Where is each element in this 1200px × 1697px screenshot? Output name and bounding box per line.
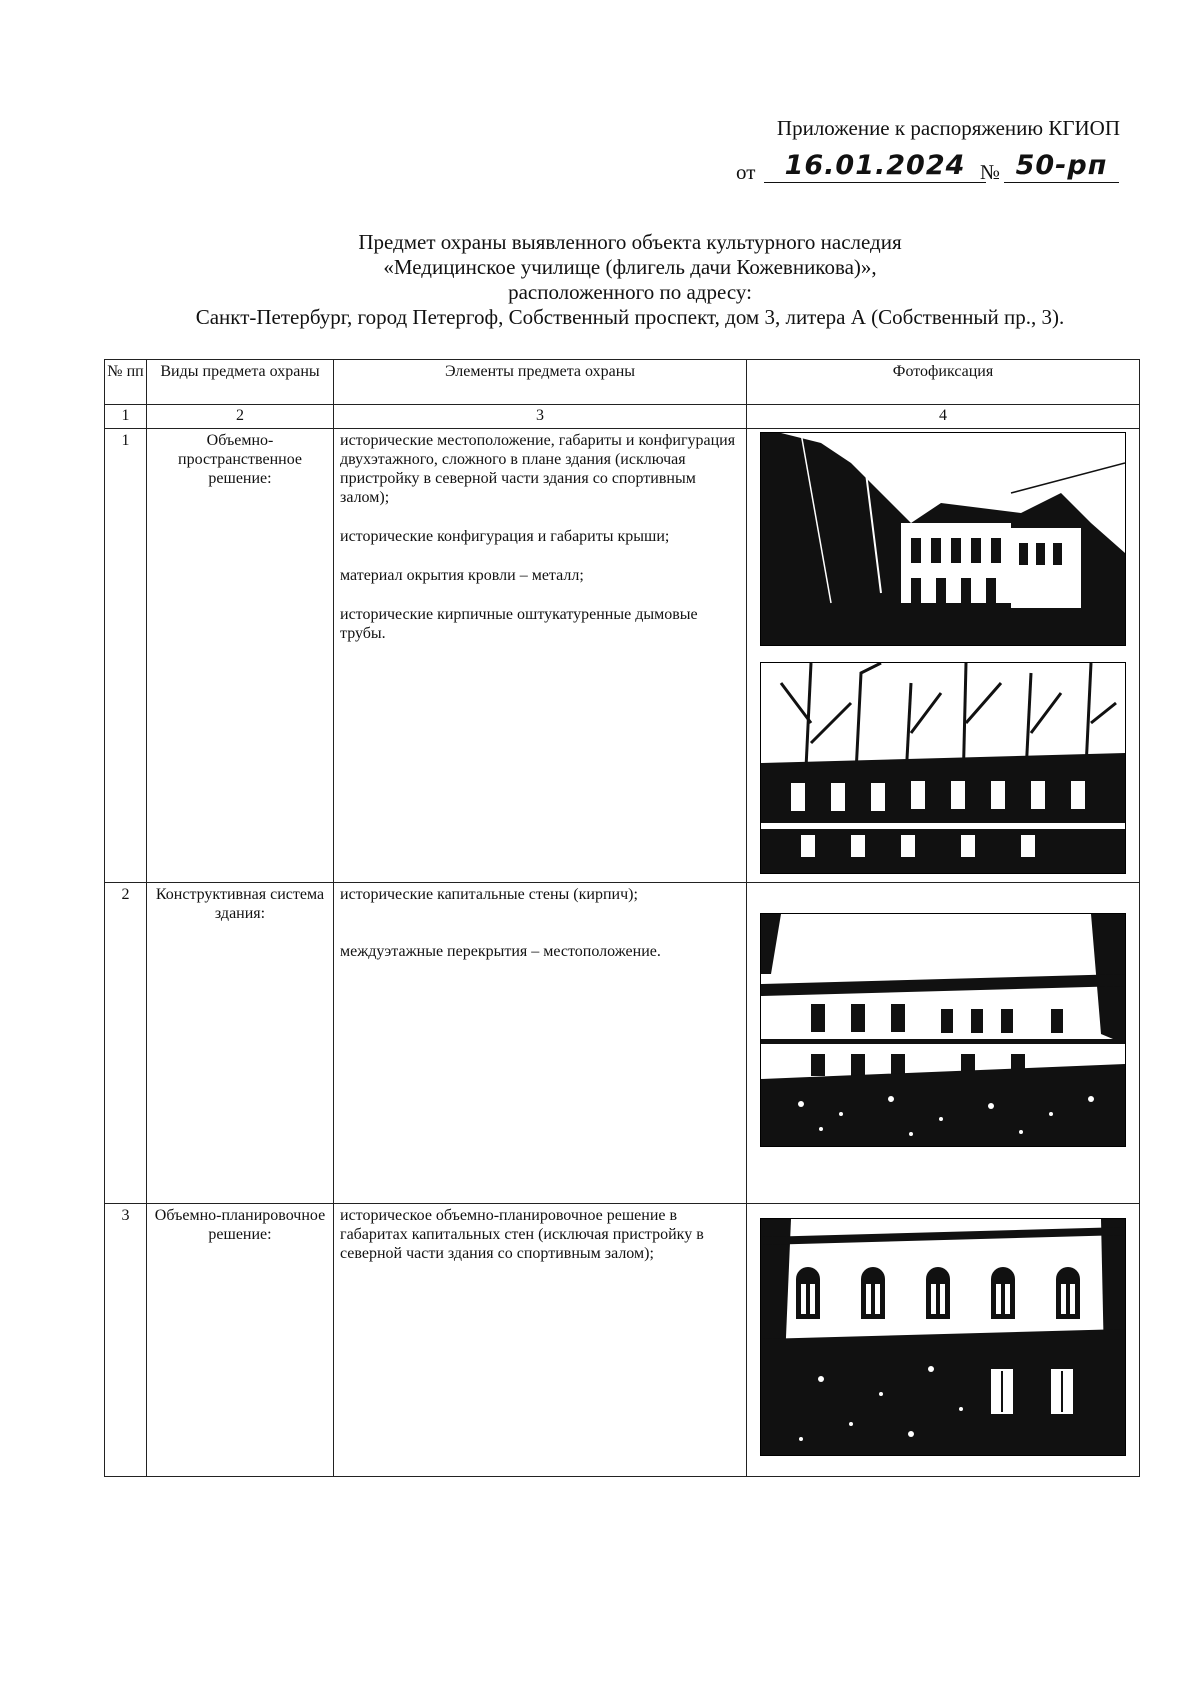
row-photos	[747, 429, 1140, 883]
element-item: исторические местоположение, габариты и конфигурация двухэтажного, сложного в плане здания (исключая пристройку в северной части здания со спортивным залом);	[340, 432, 736, 506]
row-kind: Объемно-пространственное решение:	[147, 429, 334, 883]
annex-date-number-line	[720, 152, 1120, 186]
annex-caption: Приложение к распоряжению КГИОП	[776, 116, 1120, 140]
element-item: историческое объемно-планировочное решение в габаритах капитальных стен (исключая пристройку в северной части здания со спортивным залом);	[340, 1207, 704, 1262]
order-number: 50-рп	[1004, 150, 1119, 183]
row-photos	[747, 883, 1140, 1204]
building-photo	[760, 662, 1126, 874]
title-line-3: расположенного по адресу:	[508, 280, 752, 304]
element-item: материал окрытия кровли – металл;	[340, 567, 584, 584]
header-kind: Виды предмета охраны	[147, 360, 334, 405]
row-elements	[334, 883, 747, 1204]
row-kind: Конструктивная система здания:	[147, 883, 334, 1204]
building-photo	[760, 432, 1126, 646]
building-photo	[760, 1218, 1126, 1456]
table-header-row	[105, 360, 1140, 405]
header-elements: Элементы предмета охраны	[334, 360, 747, 405]
row-number: 3	[105, 1204, 147, 1477]
date-prefix: от	[736, 160, 756, 184]
col-number: 4	[747, 405, 1140, 429]
row-number: 1	[105, 429, 147, 883]
col-number: 3	[334, 405, 747, 429]
annex-header	[720, 118, 1120, 186]
document-title	[110, 230, 1150, 330]
number-prefix: №	[980, 160, 1001, 184]
title-line-4: Санкт-Петербург, город Петергоф, Собственный проспект, дом 3, литера А (Собственный пр., 3).	[195, 305, 1065, 329]
header-num: № пп	[105, 360, 147, 405]
column-number-row	[105, 405, 1140, 429]
title-line-2: «Медицинское училище (флигель дачи Кожевникова)»,	[383, 255, 877, 279]
table-row	[105, 883, 1140, 1204]
row-elements	[334, 429, 747, 883]
row-kind: Объемно-планировочное решение:	[147, 1204, 334, 1477]
element-item: исторические конфигурация и габариты крыши;	[340, 528, 670, 545]
row-elements	[334, 1204, 747, 1477]
element-item: междуэтажные перекрытия – местоположение.	[340, 943, 661, 960]
order-date: 16.01.2024	[764, 150, 986, 183]
building-photo	[760, 913, 1126, 1147]
title-line-1: Предмет охраны выявленного объекта культурного наследия	[358, 230, 902, 254]
col-number: 1	[105, 405, 147, 429]
element-item: исторические капитальные стены (кирпич);	[340, 886, 638, 903]
element-item: исторические кирпичные оштукатуренные дымовые трубы.	[340, 606, 698, 642]
col-number: 2	[147, 405, 334, 429]
table-row	[105, 1204, 1140, 1477]
row-photos	[747, 1204, 1140, 1477]
protection-subject-table	[104, 359, 1140, 1477]
header-photo: Фотофиксация	[747, 360, 1140, 405]
row-number: 2	[105, 883, 147, 1204]
table-row	[105, 429, 1140, 883]
